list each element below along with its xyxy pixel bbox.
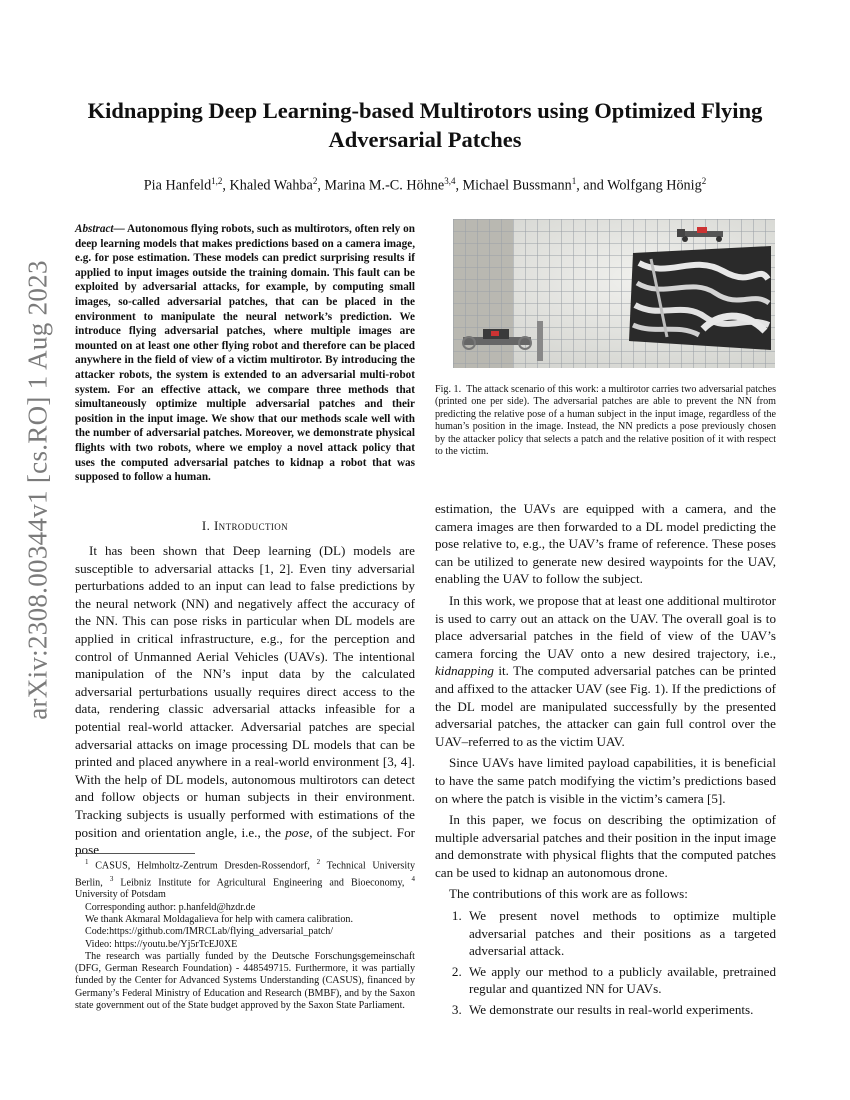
author-affiliation: 1,2 <box>211 176 223 186</box>
adversarial-patch <box>629 246 771 350</box>
introduction-body <box>75 542 415 863</box>
section-title: Introduction <box>213 518 289 533</box>
figure-label: Fig. 1. <box>435 384 462 395</box>
paragraph: In this work, we propose that at least one additional multirotor is used to carry out an attack on the UAV. The overall goal is to place adversarial patches in the field of view of the UAV’s camera forcing the UAV onto a new desired trajectory, i.e., kidnapping it. The computed adversarial patches can be printed and affixed to the attacker UAV (see Fig. 1). If the predictions of the DL model are manipulated successfully by the presented adversarial patches, the attacker can gain full control over the UAV–referred to as the victim UAV. <box>435 592 776 749</box>
author: Marina M.-C. Höhne <box>324 177 445 194</box>
abstract-label: Abstract <box>75 223 114 235</box>
funding-note: The research was partially funded by the Deutsche Forschungsgemeinschaft (DFG, German Research Foundation) - 448549715. Furthermore, it was partially funded by the Center for Advanced Systems Understanding (CASUS), financed by Germany’s Federal Ministry of Education and Research (BMBF), and by the Saxon state government out of the State budget approved by the Saxon State Parliament. <box>75 950 415 1011</box>
list-item: 2. We apply our method to a publicly available, pretrained regular and quantized NN for UAVs. <box>465 963 776 998</box>
author: Michael Bussmann <box>462 177 572 194</box>
arxiv-sidebar-stamp <box>18 260 58 720</box>
author-list: Pia Hanfeld$^{1,2}$, Khaled Wahba$^2$, Marina M.-C. Höhne$^{3,4}$, Michael Bussmann$^1$, and Wolfgang Hönig$^2$ <box>143 176 707 194</box>
author-affiliation: 2 <box>701 176 707 186</box>
paragraph: In this paper, we focus on describing the optimization of multiple adversarial patches and their position in the input image and demonstrate with physical flights that the computed patches can be used to kidnap an autonomous drone. <box>435 812 776 880</box>
author: Wolfgang Hönig <box>607 177 702 194</box>
abstract-text: — Autonomous flying robots, such as multirotors, often rely on deep learning models that makes predictions based on a camera image, e.g. for pose estimation. These models can predict surprising results if applied to input images outside the training domain. This fault can be exploited by adversarial attacks, for example, by computing small images, so-called adversarial patches, that can be placed in the environment to manipulate the neural network’s prediction. We introduce flying adversarial patches, where multiple images are mounted on at least one other flying robot and therefore can be placed anywhere in the field of view of a victim multirotor. By introducing the attacker robots, the system is extended to an adversarial multi-robot system. For an effective attack, we compare three methods that simultaneously optimize multiple adversarial patches and their position in the input image. We show that our methods scale well with the number of adversarial patches. Moreover, we demonstrate physical flights with two robots, where we employ a novel attack policy that uses the computed adversarial patches to kidnap a robot that was supposed to follow a human. <box>75 223 415 484</box>
contributions-list <box>435 907 776 1019</box>
section-number: I. <box>201 518 211 533</box>
author-affiliation: 1 <box>571 176 577 186</box>
paragraph: Since UAVs have limited payload capabilities, it is beneficial to have the same patch modifying the victim’s predictions based on where the patch is visible in the victim’s camera [5]. <box>435 755 776 806</box>
paper-title: Kidnapping Deep Learning-based Multirotors using Optimized Flying Adversarial Patches <box>87 98 763 152</box>
emphasis: pose <box>285 824 310 840</box>
corresponding-author: Corresponding author: p.hanfeld@hzdr.de <box>85 901 256 913</box>
figure-1-photo <box>453 219 775 368</box>
right-column-body <box>435 500 776 1022</box>
paragraph: It has been shown that Deep learning (DL) models are susceptible to adversarial attacks [1, 2]. Even tiny adversarial perturbations added to an input can lead to false predictions by the neural network (NN) and negatively affect the accuracy of the NN. This can pose risks in particular when DL models are applied in critical infrastructure, e.g., for the perception and control of Unmanned Aerial Vehicles (UAVs). The intentional manipulation of the NN’s input data by the calculated adversarial perturbations usually requires direct access to the data, rendering classic adversarial attacks infeasible for a potential real-world attacker. Adversarial patches are special adversarial attacks on image processing DL models that can be printed and placed anywhere in a real-world environment [3, 4]. With the help of DL models, autonomous multirotors can detect and follow objects or human subjects in their environment. Tracking subjects is usually performed with estimations of the position and orientation angle, i.e., the pose, of the subject. For pose <box>75 543 415 858</box>
caption-text: The attack scenario of this work: a multirotor carries two adversarial patches (printed one per side). The adversarial patches are able to prevent the NN from predicting the relative pose of a human subject in the input image, regardless of the human’s position in the image. Instead, the NN predicts a pose previously chosen by the attacker policy that selects a patch and the relative position of it with respect to the victim. <box>435 384 776 458</box>
author: Khaled Wahba <box>229 177 313 194</box>
author-affiliation: 2 <box>312 176 318 186</box>
code-link[interactable]: Code:https://github.com/IMRCLab/flying_adversarial_patch/ <box>85 926 334 938</box>
arxiv-identifier: arXiv:2308.00344v1 [cs.RO] 1 Aug 2023 <box>22 260 53 720</box>
figure-1-caption <box>435 384 776 458</box>
section-heading-introduction <box>75 517 415 535</box>
video-link[interactable]: Video: https://youtu.be/Yj5rTcEJ0XE <box>85 938 238 950</box>
footnote-rule <box>75 853 195 854</box>
acknowledgement: We thank Akmaral Moldagalieva for help with camera calibration. <box>85 913 353 925</box>
author-affiliation: 3,4 <box>444 176 456 186</box>
footnotes <box>75 856 415 1012</box>
paragraph: The contributions of this work are as follows: <box>449 886 688 902</box>
abstract <box>75 222 415 485</box>
list-item: 3. We demonstrate our results in real-world experiments. <box>465 1001 776 1019</box>
emphasis: kidnapping <box>435 663 494 679</box>
author: Pia Hanfeld <box>143 177 212 194</box>
paragraph: estimation, the UAVs are equipped with a camera, and the camera images are then forwarded to a DL model predicting the pose relative to, e.g., the UAV’s frame of reference. These poses can be utilized to generate new desired waypoints for the UAV, enabling the UAV to follow the subject. <box>435 501 776 587</box>
list-item: 1. We present novel methods to optimize multiple adversarial patches and their positions as a targeted adversarial attack. <box>465 907 776 960</box>
affiliations: $^1$ CASUS, Helmholtz-Zentrum Dresden-Rossendorf, $^2$ Technical University Berlin, $^3$ Leibniz Institute for Agricultural Engineering and Bioeconomy, $^4$ University of Potsdam <box>75 858 416 901</box>
